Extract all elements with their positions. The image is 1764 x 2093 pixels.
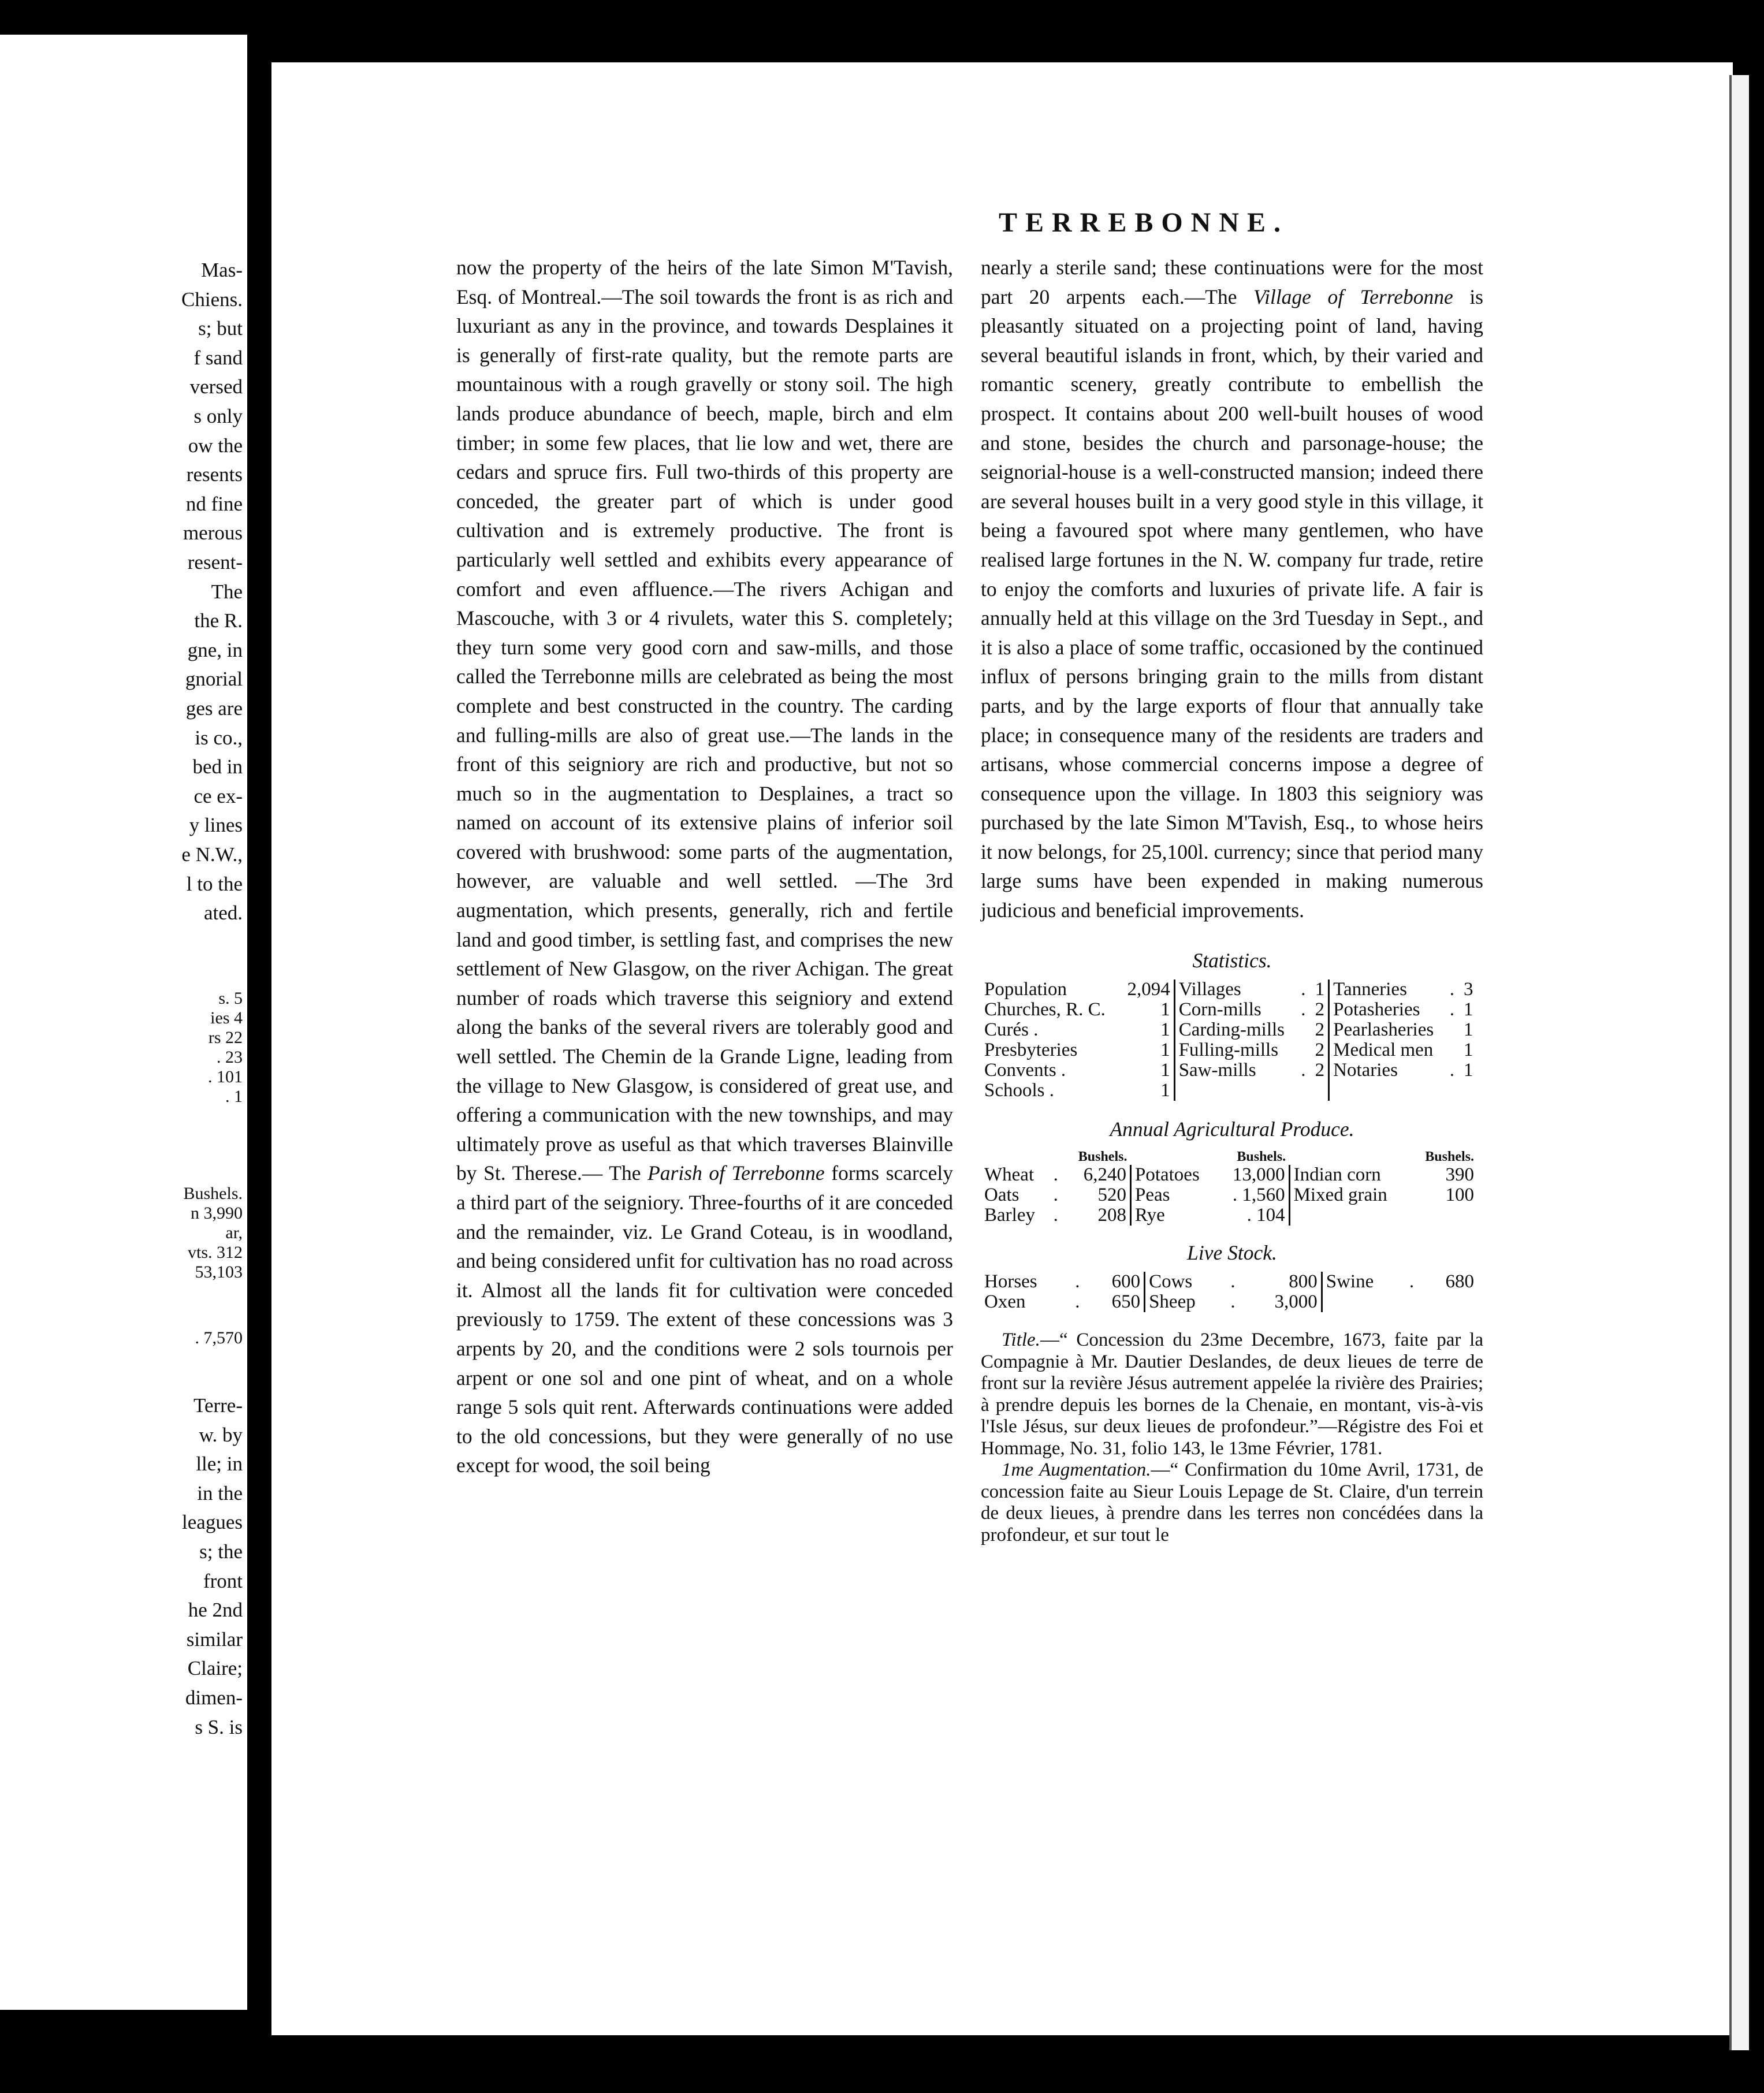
prev-page-produce-line: vts. 312 [187, 1243, 243, 1262]
produce-unit-row [981, 1149, 1478, 1165]
prev-page-line: s S. is [195, 1715, 243, 1738]
prev-page-line: Mas- [201, 259, 243, 281]
live-stock-heading: Live Stock. [1187, 1241, 1277, 1264]
prev-page-stock-line: . 7,570 [195, 1328, 243, 1347]
statistics-heading: Statistics. [1192, 948, 1272, 972]
text-run: nearly a sterile sand; these continuations were for the most part 20 arpents each.—The [981, 256, 1483, 308]
prev-page-line: Claire; [187, 1657, 243, 1680]
previous-page-fragment [0, 35, 247, 2010]
statistics-cell [1297, 1040, 1310, 1060]
statistics-cell [1174, 1081, 1297, 1101]
produce-cell: 6,240 [1064, 1165, 1131, 1185]
prev-page-line: The [211, 580, 243, 603]
statistics-cell: Curés . [984, 1019, 1039, 1041]
live-stock-cell: 3,000 [1245, 1292, 1322, 1312]
prev-page-line: resents [186, 463, 243, 486]
statistics-cell [1459, 1081, 1477, 1101]
produce-row [981, 1165, 1478, 1185]
live-stock-cell: . [1409, 1271, 1415, 1293]
statistics-cell: Notaries [1333, 1060, 1398, 1081]
statistics-cell: Churches, R. C. [984, 999, 1106, 1021]
statistics-cell: 1 [1464, 1060, 1473, 1081]
title-label: Title. [1002, 1329, 1040, 1351]
statistics-cell: 1 [1119, 1040, 1174, 1060]
statistics-cell: Fulling-mills [1178, 1040, 1279, 1061]
statistics-cell: Presbyteries [984, 1040, 1078, 1061]
italic-term: Parish of Terrebonne [647, 1161, 825, 1185]
prev-page-stat-line: rs 22 [208, 1028, 243, 1047]
statistics-cell: Villages [1178, 979, 1241, 1000]
prev-page-line: ce ex- [193, 784, 243, 807]
prev-page-line: ow the [188, 434, 243, 457]
statistics-cell: Saw-mills [1178, 1060, 1256, 1081]
augmentation-text: —“ Confirmation du 10me Avril, 1731, de concession faite au Sieur Louis Lepage de St. Claire, d'un terrein de deux lieues, à prendre dans les terres non concédées dans la profondeur, et sur tout le [981, 1459, 1483, 1545]
live-stock-cell [1322, 1292, 1406, 1312]
prev-page-stat-line: s. 5 [218, 989, 243, 1008]
produce-table [981, 1149, 1478, 1226]
produce-row [981, 1205, 1478, 1226]
statistics-cell [1446, 1040, 1459, 1060]
title-paragraph [981, 1329, 1483, 1459]
statistics-row [981, 980, 1477, 1000]
statistics-cell: 1 [1464, 1040, 1473, 1061]
live-stock-table [981, 1272, 1478, 1312]
statistics-cell: Schools . [984, 1080, 1055, 1101]
prev-page-produce-line: ar, [225, 1223, 243, 1242]
statistics-cell [1446, 1081, 1459, 1101]
statistics-cell: Medical men [1333, 1040, 1434, 1061]
produce-cell: . 1,560 [1217, 1185, 1289, 1205]
prev-page-line: f sand [193, 346, 243, 369]
page-edge [1729, 75, 1749, 2050]
unit-header: Bushels. [1425, 1149, 1474, 1164]
prev-page-line: gne, in [187, 638, 243, 661]
statistics-cell: Potasheries [1333, 999, 1420, 1021]
produce-cell [1289, 1205, 1411, 1226]
prev-page-line: nd fine [185, 492, 243, 515]
prev-page-line: l to the [186, 872, 243, 895]
statistics-cell: . [1301, 1060, 1306, 1081]
statistics-cell: 1 [1119, 1000, 1174, 1020]
live-stock-cell: . [1230, 1291, 1235, 1313]
prev-page-line: leagues [182, 1511, 243, 1534]
prev-page-line: the R. [194, 609, 243, 632]
produce-cell: . 104 [1217, 1205, 1289, 1226]
statistics-row [981, 1081, 1477, 1101]
statistics-cell: 3 [1464, 979, 1473, 1000]
live-stock-cell: Swine [1326, 1271, 1374, 1293]
prev-page-line: versed [189, 375, 243, 399]
produce-cell: Oats [984, 1184, 1019, 1205]
live-stock-cell: Horses [984, 1271, 1037, 1293]
produce-row [981, 1185, 1478, 1205]
produce-cell: Peas [1134, 1184, 1170, 1205]
title-text: —“ Concession du 23me Decembre, 1673, faite par la Compagnie à Mr. Dautier Deslandes, de deux lieues de terre de front sur la revière Jésus autrement appelée la rivière des Prairies; à prendre depuis les bornes de la Chenaie, en montant, vis-à-vis l'Isle Jésus, sur deux lieues de profondeur.”—Régistre des Foi et Hommage, No. 31, folio 143, le 13me Février, 1781. [981, 1329, 1483, 1459]
statistics-row [981, 1060, 1477, 1081]
statistics-cell: 1 [1310, 980, 1328, 1000]
statistics-row [981, 1040, 1477, 1060]
prev-page-line: bed in [192, 755, 243, 779]
statistics-cell: 2 [1310, 1060, 1328, 1081]
unit-spacer [981, 1149, 1064, 1165]
prev-page-produce-line: n 3,990 [191, 1204, 243, 1223]
augmentation-paragraph [981, 1459, 1483, 1546]
prev-page-line: y lines [189, 814, 243, 837]
body-paragraph [981, 253, 1483, 925]
produce-cell: 100 [1445, 1184, 1474, 1205]
produce-cell: 520 [1064, 1185, 1131, 1205]
prev-page-stat-line: . 101 [208, 1067, 243, 1086]
prev-page-line: resent- [187, 551, 243, 573]
statistics-row [981, 1000, 1477, 1020]
statistics-cell: . [1449, 1060, 1454, 1081]
prev-page-line: ges are [185, 697, 243, 720]
statistics-cell: 1 [1119, 1060, 1174, 1081]
produce-cell [1411, 1205, 1478, 1226]
live-stock-cell: . [1230, 1271, 1235, 1293]
prev-page-line: s only [193, 405, 243, 427]
statistics-cell: . [1449, 999, 1454, 1021]
statistics-cell: . [1301, 979, 1306, 1000]
prev-page-stat-line: . 1 [225, 1087, 243, 1106]
statistics-cell: 2 [1310, 1000, 1328, 1020]
produce-cell: 13,000 [1217, 1165, 1289, 1185]
produce-cell: 208 [1064, 1205, 1131, 1226]
statistics-cell: 1 [1464, 999, 1473, 1021]
produce-cell: Rye [1134, 1204, 1165, 1226]
prev-page-line: e N.W., [181, 843, 243, 866]
live-stock-row [981, 1292, 1478, 1312]
statistics-cell [1310, 1081, 1328, 1101]
prev-page-line: gnorial [185, 668, 243, 691]
italic-term: Village of Terrebonne [1253, 285, 1453, 308]
prev-page-line: is co., [195, 726, 243, 749]
statistics-cell: 2 [1310, 1040, 1328, 1060]
unit-spacer [1130, 1149, 1217, 1165]
prev-page-line: Chiens. [181, 288, 243, 311]
produce-cell: Mixed grain [1293, 1184, 1387, 1205]
prev-page-produce-line: 53,103 [195, 1262, 243, 1282]
prev-page-line: s; but [198, 317, 243, 340]
prev-page-stat-line: ies 4 [210, 1008, 243, 1027]
statistics-cell [1446, 1020, 1459, 1040]
statistics-cell [1297, 1081, 1310, 1101]
body-paragraph [456, 253, 953, 1480]
prev-page-produce-line: Bushels. [183, 1184, 243, 1203]
prev-page-line: Terre- [193, 1394, 243, 1417]
augmentation-label: 1me Augmentation. [1002, 1459, 1151, 1481]
produce-cell: Wheat [984, 1164, 1034, 1185]
prev-page-line: merous [183, 522, 243, 545]
statistics-table [981, 980, 1478, 1101]
statistics-cell: 1 [1119, 1020, 1174, 1040]
statistics-cell [1297, 1020, 1310, 1040]
text-column-right [981, 253, 1483, 1546]
statistics-cell: Carding-mills [1178, 1019, 1285, 1041]
statistics-cell: Population [984, 979, 1067, 1000]
live-stock-cell: . [1075, 1271, 1080, 1293]
live-stock-cell: 680 [1445, 1271, 1474, 1293]
text-run: is pleasantly situated on a projecting point of land, having several beautiful islands in front, which, by their varied and romantic scenery, greatly contribute to embellish the prospect. It contains about 200 well-built houses of wood and stone, besides the church and parsonage-house; the seignorial-house is a well-constructed mansion; indeed there are several houses built in a very good style in this village, it being a favoured spot where many gentlemen, who have realised large fortunes in the N. W. company fur trade, retire to enjoy the comforts and luxuries of private life. A fair is annually held at this village on the 3rd Tuesday in Sept., and it is also a place of some traffic, occasioned by the continued influx of persons bringing grain to the mills from distant parts, and by the large exports of flour that annually take place; in consequence many of the residents are traders and artisans, whose commercial concerns impose a degree of consequence upon the village. In 1803 this seigniory was purchased by the late Simon M'Tavish, Esq., to whose heirs it now belongs, for 25,100l. currency; since that period many large sums have been expended in making numerous judicious and beneficial improvements. [981, 285, 1483, 922]
live-stock-cell: Cows [1149, 1271, 1193, 1293]
prev-page-line: similar [186, 1628, 243, 1651]
prev-page-line: in the [197, 1481, 243, 1504]
statistics-row [981, 1020, 1477, 1040]
text-column-left [456, 253, 953, 1480]
produce-heading: Annual Agricultural Produce. [1110, 1118, 1354, 1141]
live-stock-cell [1406, 1292, 1424, 1312]
prev-page-line: ated. [203, 902, 243, 925]
statistics-cell: 2,094 [1119, 980, 1174, 1000]
prev-page-line: lle; in [196, 1453, 243, 1476]
live-stock-cell: 650 [1089, 1292, 1145, 1312]
statistics-cell: . [1449, 979, 1454, 1000]
statistics-cell: Pearlasheries [1333, 1019, 1434, 1041]
statistics-cell: 1 [1464, 1019, 1473, 1041]
produce-cell: . [1053, 1164, 1058, 1185]
prev-page-line: front [203, 1569, 243, 1592]
unit-header: Bushels. [1078, 1149, 1127, 1164]
statistics-cell: 1 [1119, 1081, 1174, 1101]
produce-cell: Indian corn [1293, 1164, 1381, 1185]
text-run: now the property of the heirs of the late Simon M'Tavish, Esq. of Montreal.—The soil towards the front is as rich and luxuriant as any in the province, and towards Desplaines it is generally of first-rate quality, but the remote parts are mountainous with a rough gravelly or stony soil. The high lands produce abundance of beech, maple, birch and elm timber; in some few places, that lie low and wet, there are cedars and spruce firs. Full two-thirds of this property are conceded, the greater part of which is under good cultivation and is extremely productive. The front is particularly well settled and exhibits every appearance of comfort and even affluence.—The rivers Achigan and Mascouche, with 3 or 4 rivulets, water this S. completely; they turn some very good corn and saw-mills, and those called the Terrebonne mills are celebrated as being the most complete and best constructed in the country. The carding and fulling-mills are also of great use.—The lands in the front of this seigniory are rich and productive, but not so much so in the augmentation to Desplaines, a tract so named on account of its extensive plains of inferior soil covered with brushwood: some parts of the augmentation, however, are valuable and well settled. —The 3rd augmentation, which presents, generally, rich and fertile land and good timber, is settling fast, and comprises the new settlement of New Glasgow, on the river Achigan. The great number of roads which traverse this seigniory and extend along the banks of the several rivers are tolerably good and well settled. The Chemin de la Grande Ligne, leading from the village to New Glasgow, is considered of great use, and offering a communication with the new townships, and may ultimately prove as useful as that which traverses Blainville by St. Therese.— The [456, 256, 953, 1185]
live-stock-cell: 600 [1089, 1272, 1145, 1292]
live-stock-cell: 800 [1245, 1272, 1322, 1292]
prev-page-line: he 2nd [188, 1599, 243, 1622]
prev-page-line: dimen- [185, 1686, 243, 1709]
page [271, 62, 1733, 2035]
live-stock-row [981, 1272, 1478, 1292]
running-head: TERREBONNE. [998, 207, 1289, 238]
live-stock-cell: . [1075, 1291, 1080, 1313]
statistics-cell: Convents . [984, 1060, 1066, 1081]
statistics-cell: 2 [1310, 1020, 1328, 1040]
unit-header: Bushels. [1237, 1149, 1286, 1164]
produce-cell: 390 [1445, 1164, 1474, 1185]
produce-cell: . [1053, 1204, 1058, 1226]
unit-spacer [1289, 1149, 1411, 1165]
prev-page-line: w. by [199, 1423, 243, 1446]
produce-cell: . [1053, 1184, 1058, 1205]
live-stock-cell: Oxen [984, 1291, 1026, 1313]
produce-cell: Potatoes [1134, 1164, 1200, 1185]
live-stock-cell: Sheep [1149, 1291, 1196, 1313]
text-run: forms scarcely a third part of the seigniory. Three-fourths of it are conceded and the remainder, viz. Le Grand Coteau, is in woodland, and being considered unfit for cultivation has no road across it. Almost all the lands fit for cultivation were conceded previously to 1759. The extent of these concessions was 3 arpents by 20, and the conditions were 2 sols tournois per arpent or one sol and one pint of wheat, and on a whole range 5 sols quit rent. Afterwards continuations were added to the old concessions, but they were generally of no use except for wood, the soil being [456, 1161, 954, 1477]
statistics-cell: . [1301, 999, 1306, 1021]
statistics-cell: Tanneries [1333, 979, 1407, 1000]
statistics-cell [1329, 1081, 1446, 1101]
live-stock-cell [1424, 1292, 1478, 1312]
produce-cell: Barley [984, 1204, 1035, 1226]
statistics-cell: Corn-mills [1178, 999, 1261, 1021]
prev-page-stat-line: . 23 [217, 1048, 243, 1067]
prev-page-line: s; the [199, 1540, 243, 1563]
